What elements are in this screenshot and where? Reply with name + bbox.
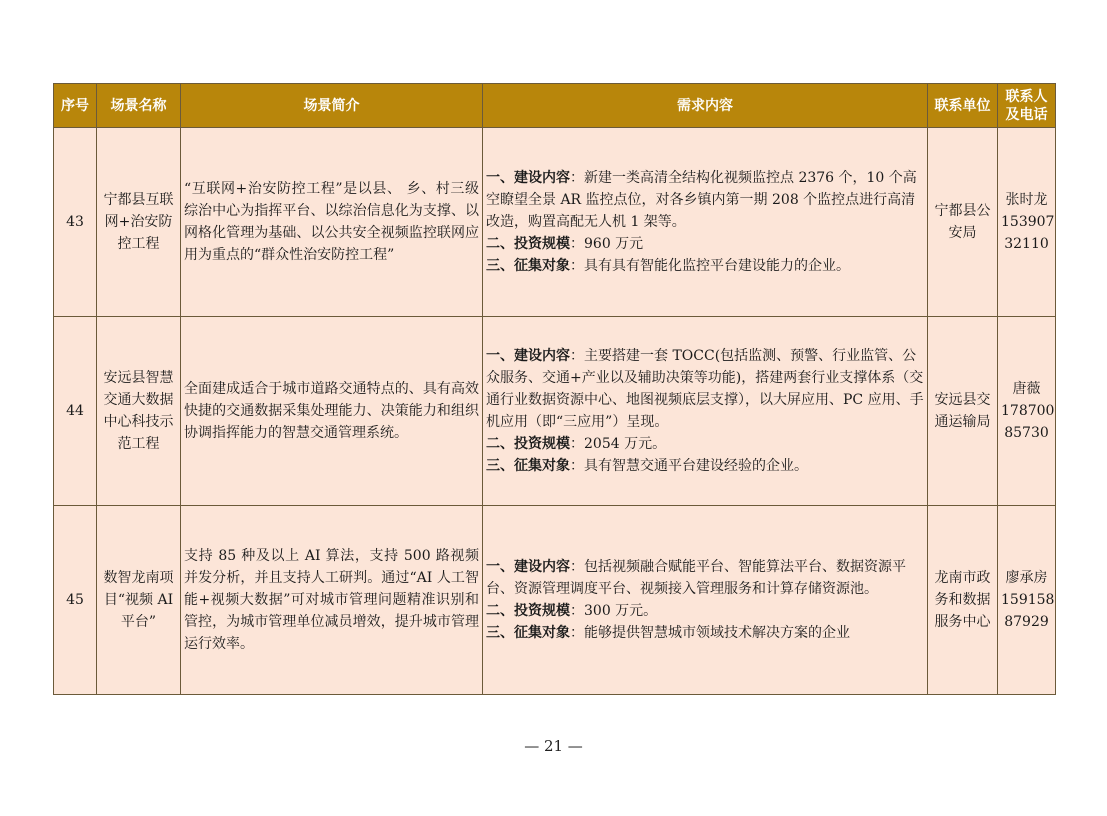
table-header-row xyxy=(54,84,1056,128)
requirement-label: 三、征集对象 xyxy=(486,625,570,641)
requirement-text: ：具有具有智能化监控平台建设能力的企业。 xyxy=(570,258,850,274)
table-row xyxy=(54,506,1056,695)
requirement-item xyxy=(486,167,924,233)
table-row xyxy=(54,317,1056,506)
requirement-text: ：2054 万元。 xyxy=(570,436,667,452)
contact-unit: 宁都县公安局 xyxy=(928,128,998,317)
requirement-item xyxy=(486,622,924,644)
requirement-label: 三、征集对象 xyxy=(486,258,570,274)
scene-intro: “互联网+治安防控工程”是以县、 乡、村三级综治中心为指挥平台、以综治信息化为支撑、以网格化管理为基础、以公共安全视频监控联网应用为重点的“群众性治安防控工程” xyxy=(181,128,483,317)
requirement-label: 三、征集对象 xyxy=(486,458,570,474)
contact-phone-part1: 178700 xyxy=(1001,403,1055,419)
requirement-text: ：960 万元 xyxy=(570,236,644,252)
contact-person xyxy=(998,506,1056,695)
contact-phone-part2: 87929 xyxy=(1004,614,1049,630)
requirement-item xyxy=(486,255,924,277)
requirement-text: ：能够提供智慧城市领域技术解决方案的企业 xyxy=(570,625,850,641)
row-number: 43 xyxy=(54,128,97,317)
header-contact xyxy=(998,84,1056,128)
header-unit: 联系单位 xyxy=(928,84,998,128)
requirement-label: 一、建设内容 xyxy=(486,348,570,364)
requirement-label: 二、投资规模 xyxy=(486,236,570,252)
scene-requirement xyxy=(483,128,928,317)
header-contact-line1: 联系人 xyxy=(1005,88,1048,105)
scene-requirement xyxy=(483,506,928,695)
requirement-text: ：主要搭建一套 TOCC(包括监测、预警、行业监管、公众服务、交通+产业以及辅助决策等功能)，搭建两套行业支撑体系（交通行业数据资源中心、地图视频底层支撑），以大屏应用、PC 应用、手机应用（即“三应用”）呈现。 xyxy=(486,348,924,430)
requirement-label: 二、投资规模 xyxy=(486,436,570,452)
requirement-item xyxy=(486,600,924,622)
header-no: 序号 xyxy=(54,84,97,128)
contact-person xyxy=(998,128,1056,317)
contact-phone-part2: 32110 xyxy=(1004,236,1049,252)
contact-unit: 龙南市政务和数据服务中心 xyxy=(928,506,998,695)
contact-phone-part1: 153907 xyxy=(1001,214,1055,230)
requirement-label: 一、建设内容 xyxy=(486,170,570,186)
requirement-item xyxy=(486,455,924,477)
header-requirement: 需求内容 xyxy=(483,84,928,128)
requirement-item xyxy=(486,233,924,255)
scene-name: 安远县智慧交通大数据中心科技示范工程 xyxy=(97,317,181,506)
requirement-text: ：新建一类高清全结构化视频监控点 2376 个，10 个高空瞭望全景 AR 监控点位，对各乡镇内第一期 208 个监控点进行高清改造，购置高配无人机 1 架等。 xyxy=(486,170,917,230)
requirement-item xyxy=(486,345,924,433)
scene-name: 数智龙南项目“视频 AI 平台” xyxy=(97,506,181,695)
contact-name: 唐薇 xyxy=(1012,381,1041,397)
scene-requirement xyxy=(483,317,928,506)
header-intro: 场景简介 xyxy=(181,84,483,128)
requirement-text: ：包括视频融合赋能平台、智能算法平台、数据资源平台、资源管理调度平台、视频接入管理服务和计算存储资源池。 xyxy=(486,559,906,597)
requirement-label: 一、建设内容 xyxy=(486,559,570,575)
scene-intro: 全面建成适合于城市道路交通特点的、具有高效快捷的交通数据采集处理能力、决策能力和组织协调指挥能力的智慧交通管理系统。 xyxy=(181,317,483,506)
row-number: 45 xyxy=(54,506,97,695)
header-contact-line2: 及电话 xyxy=(1005,106,1048,123)
contact-name: 张时龙 xyxy=(1005,192,1048,208)
row-number: 44 xyxy=(54,317,97,506)
scene-intro: 支持 85 种及以上 AI 算法，支持 500 路视频并发分析，并且支持人工研判。通过“AI 人工智能+视频大数据”可对城市管理问题精准识别和管控，为城市管理单位减员增效，提升城市管理运行效率。 xyxy=(181,506,483,695)
contact-name: 廖承房 xyxy=(1005,570,1048,586)
page-number: — 21 — xyxy=(524,737,583,755)
header-name: 场景名称 xyxy=(97,84,181,128)
contact-unit: 安远县交通运输局 xyxy=(928,317,998,506)
requirement-item xyxy=(486,556,924,600)
table-row xyxy=(54,128,1056,317)
scene-name: 宁都县互联网+治安防控工程 xyxy=(97,128,181,317)
requirement-text: ：具有智慧交通平台建设经验的企业。 xyxy=(570,458,808,474)
contact-phone-part2: 85730 xyxy=(1004,425,1049,441)
requirement-label: 二、投资规模 xyxy=(486,603,570,619)
requirement-text: ：300 万元。 xyxy=(570,603,658,619)
requirement-item xyxy=(486,433,924,455)
scenes-table xyxy=(53,83,1056,695)
contact-person xyxy=(998,317,1056,506)
contact-phone-part1: 159158 xyxy=(1001,592,1055,608)
